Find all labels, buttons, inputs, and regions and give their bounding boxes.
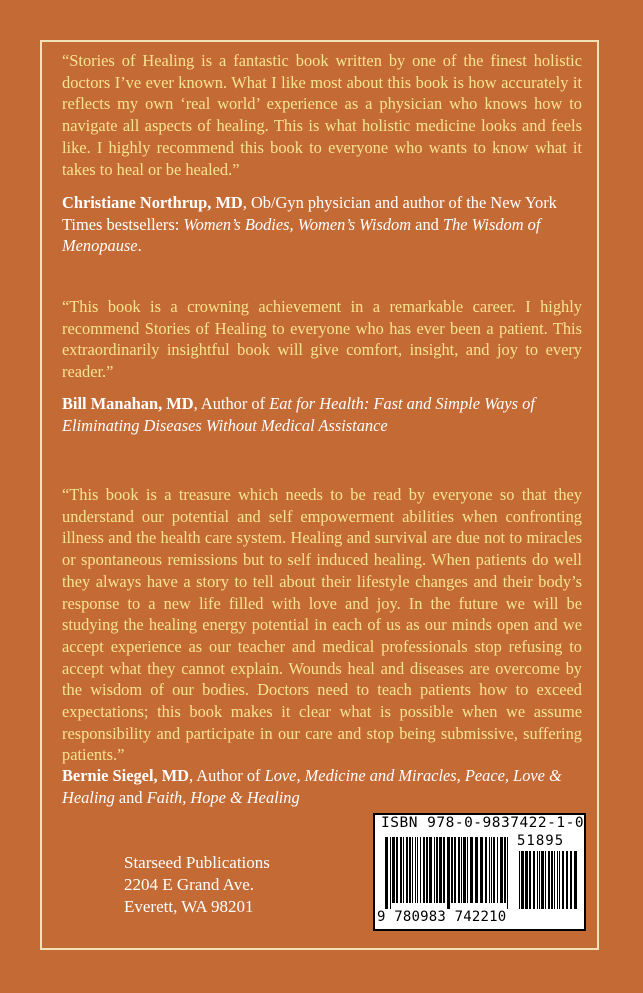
barcode-bar: [461, 837, 462, 903]
author-name: Bill Manahan, MD: [62, 394, 194, 413]
barcode-bar: [559, 851, 560, 909]
barcode-bar: [454, 837, 456, 903]
book-title: Women’s Bodies, Women’s Wisdom: [183, 214, 412, 234]
book-title: Faith, Hope & Healing: [146, 787, 300, 807]
barcode-bar: [548, 851, 550, 909]
ean-digits: 9 780983 742210: [377, 909, 507, 925]
barcode-bar: [537, 851, 538, 909]
book-title: The Wisdom of Menopause: [62, 214, 541, 256]
ean-barcode-bars: [385, 837, 511, 909]
author-name: Christiane Northrup, MD: [62, 193, 243, 212]
barcode-bar: [443, 837, 445, 903]
barcode-bar: [500, 837, 503, 903]
barcode-bar: [533, 851, 535, 909]
publisher-address: [124, 852, 270, 918]
barcode-bar: [447, 837, 450, 909]
isbn-label: ISBN 978-0-9837422-1-0: [381, 815, 585, 831]
book-title: Love, Medicine and Miracles, Peace, Love & Healing: [62, 766, 562, 807]
barcode-bar: [491, 837, 492, 903]
barcode-bar: [390, 837, 391, 909]
barcode-bar: [426, 837, 428, 903]
barcode-bar: [485, 837, 487, 903]
barcode-bar: [470, 837, 473, 903]
price-barcode-bars: [519, 851, 577, 915]
testimonial-quote-siegel: “This book is a treasure which needs to be read by everyone so that they understand our potential and self empowerment abilities when confronting illness and the health care system. Healing and survival are due not to miracles or spontaneous remissions but to self induced healing. When patients do well they always have a story to tell about their lifestyle changes and their body’s response to a new life filled with love and joy. In the future we will be studying the healing energy potential in each of us as our minds open and we accept experience as our teacher and medical professionals stop refusing to accept what they cannot explain. Wounds heal and diseases are overcome by the wisdom of our bodies. Doctors need to teach patients how to exceed expectations; this book makes it clear what is possible when we assume responsibility and participate in our care and stop being submissive, suffering patients.”: [62, 485, 582, 765]
barcode-bar: [420, 837, 421, 903]
barcode-bar: [417, 837, 418, 903]
barcode-bar: [406, 837, 408, 903]
barcode-bar: [429, 837, 432, 903]
barcode-bar: [525, 851, 528, 909]
barcode-bar: [574, 851, 577, 909]
barcode-bar: [439, 837, 442, 903]
barcode-bar: [489, 837, 490, 903]
barcode-bar: [412, 837, 413, 903]
barcode-bar: [434, 837, 435, 903]
book-title: Eat for Health: Fast and Simple Ways of Eliminating Diseases Without Medical Assistance: [62, 394, 535, 435]
barcode-bar: [497, 837, 498, 903]
barcode-bar: [423, 837, 425, 903]
testimonial-attribution-northrup: Christiane Northrup, MD, Ob/Gyn physician and author of the New York Times bestsellers: Women’s Bodies, Women’s Wisdom and The Wisdom of Menopause.: [62, 193, 557, 256]
barcode-bar: [507, 837, 508, 909]
barcode-bar: [529, 851, 531, 909]
testimonial-quote-northrup: “Stories of Healing is a fantastic book written by one of the finest holistic doctors I’ve ever known. What I like most about this book is how accurately it reflects my own ‘real world’ experience as a physician who knows how to navigate all aspects of healing. This is what holistic medicine looks and feels like. I highly recommend this book to everyone who wants to know what it takes to heal or be healed.”: [62, 51, 582, 179]
barcode-bar: [566, 851, 568, 909]
barcode-bar: [539, 851, 540, 909]
publisher-name: Starseed Publications: [124, 853, 270, 872]
barcode-bar: [396, 837, 398, 903]
barcode-bar: [493, 837, 495, 903]
barcode-bar: [480, 837, 483, 903]
author-name: Bernie Siegel, MD: [62, 766, 189, 785]
barcode-bar: [562, 851, 564, 909]
publisher-city: Everett, WA 98201: [124, 897, 254, 916]
publisher-street: 2204 E Grand Ave.: [124, 875, 254, 894]
barcode-bar: [451, 837, 453, 903]
testimonial-attribution-siegel: Bernie Siegel, MD, Author of Love, Medicine and Miracles, Peace, Love & Healing and Faith, Hope & Healing: [62, 766, 562, 807]
barcode-bar: [519, 851, 520, 909]
barcode-bar: [551, 851, 553, 909]
barcode-bar: [545, 851, 546, 909]
barcode-bar: [458, 837, 460, 903]
barcode-bar: [403, 837, 404, 903]
barcode-bar: [409, 837, 411, 903]
barcode-bar: [463, 837, 466, 903]
barcode-bar: [557, 851, 558, 909]
barcode-bar: [504, 837, 506, 903]
barcode-bar: [554, 851, 555, 909]
barcode-bar: [570, 851, 572, 909]
barcode-bar: [392, 837, 395, 903]
barcode-bar: [541, 851, 544, 909]
barcode-bar: [385, 837, 388, 909]
testimonial-attribution-manahan: Bill Manahan, MD, Author of Eat for Health: Fast and Simple Ways of Eliminating Diseases Without Medical Assistance: [62, 394, 535, 435]
isbn-barcode: [373, 813, 586, 931]
testimonial-quote-manahan: “This book is a crowning achievement in a remarkable career. I highly recommend Stories of Healing to everyone who has ever been a patient. This extraordinarily insightful book will give comfort, insight, and joy to every reader.”: [62, 297, 582, 382]
barcode-bar: [400, 837, 402, 903]
barcode-bar: [475, 837, 478, 903]
price-code-label: 51895: [517, 833, 565, 849]
barcode-bar: [467, 837, 468, 903]
barcode-bar: [521, 851, 524, 909]
barcode-bar: [415, 837, 416, 903]
barcode-bar: [436, 837, 438, 903]
